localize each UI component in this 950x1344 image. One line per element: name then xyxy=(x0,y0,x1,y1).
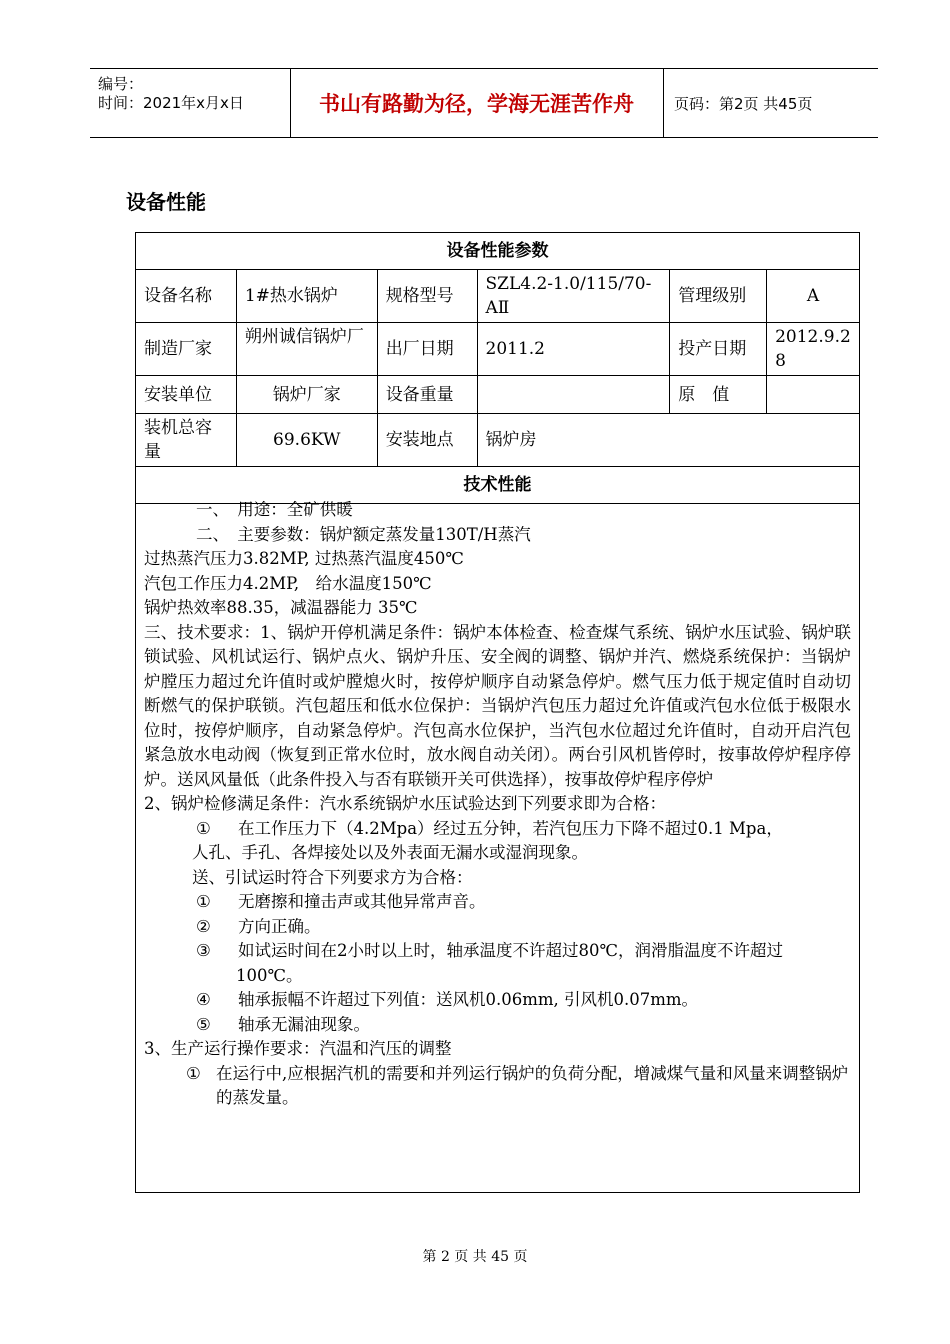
item-text: 无磨擦和撞击声或其他异常声音。 xyxy=(238,892,486,911)
item-number: ⑤ xyxy=(196,1014,211,1034)
section-title: 设备性能 xyxy=(126,190,206,214)
item-text: 轴承振幅不许超过下列值：送风机0.06mm, 引风机0.07mm。 xyxy=(238,990,699,1009)
table-cell: 1#热水锅炉 xyxy=(236,270,377,323)
params-title: 设备性能参数 xyxy=(136,233,860,270)
table-cell: 管理级别 xyxy=(670,270,767,323)
item-number: ③ xyxy=(196,941,211,960)
table-cell: 朔州诚信锅炉厂 xyxy=(236,323,377,376)
table-row xyxy=(136,270,860,323)
item-text: 在工作压力下（4.2Mpa）经过五分钟，若汽包压力下降不超过0.1 Mpa， xyxy=(238,818,783,838)
item-number: ④ xyxy=(196,990,211,1009)
table-cell: 69.6KW xyxy=(236,414,377,467)
list-item xyxy=(144,1062,851,1111)
list-item xyxy=(144,915,851,940)
table-row xyxy=(136,376,860,414)
params-table xyxy=(135,232,860,504)
table-cell: A xyxy=(767,270,860,323)
table-cell: 安装地点 xyxy=(377,414,477,467)
table-cell: 锅炉厂家 xyxy=(236,376,377,414)
page-header xyxy=(90,68,878,138)
header-meta xyxy=(90,69,291,137)
item-number: ① xyxy=(186,1063,201,1083)
item-text: 在运行中,应根据汽机的需要和并列运行锅炉的负荷分配，增减煤气量和风量来调整锅炉的蒸发量。 xyxy=(216,1063,849,1107)
table-cell: 装机总容量 xyxy=(136,414,237,467)
tech-line: 2、锅炉检修满足条件：汽水系统锅炉水压试验达到下列要求即为合格： xyxy=(144,794,666,813)
tech-body xyxy=(135,496,860,1193)
item-number: ① xyxy=(196,818,211,838)
table-cell: 投产日期 xyxy=(670,323,767,376)
table-cell xyxy=(477,376,670,414)
table-row xyxy=(136,414,860,467)
item-text: 如试运时间在2小时以上时，轴承温度不许超过80℃，润滑脂温度不许超过 xyxy=(238,941,783,960)
table-cell: 2012.9.28 xyxy=(767,323,860,376)
list-item xyxy=(144,890,851,915)
tech-title: 技术性能 xyxy=(136,467,860,504)
item-number: ① xyxy=(196,892,211,911)
table-cell xyxy=(767,376,860,414)
number-label: 编号： xyxy=(98,75,144,93)
table-cell: 2011.2 xyxy=(477,323,670,376)
tech-line: 一、 用途：全矿供暖 xyxy=(196,500,353,519)
item-number: ② xyxy=(196,916,211,936)
list-item xyxy=(144,817,851,842)
tech-line: 3、生产运行操作要求：汽温和汽压的调整 xyxy=(144,1039,452,1058)
table-cell: 出厂日期 xyxy=(377,323,477,376)
tech-line: 过热蒸汽压力3.82MP, 过热蒸汽温度450℃ xyxy=(144,549,464,568)
tech-line: 二、 主要参数：锅炉额定蒸发量130T/H蒸汽 xyxy=(196,524,531,544)
tech-line: 100℃。 xyxy=(236,965,303,985)
tech-paragraph: 三、技术要求：1、锅炉开停机满足条件：锅炉本体检查、检查煤气系统、锅炉水压试验、锅炉联锁试验、风机试运行、锅炉点火、锅炉升压、安全阀的调整、锅炉并汽、燃烧系统保护：当锅炉炉膛压力超过允许值时或炉膛熄火时，按停炉顺序自动紧急停炉。燃气压力低于规定值时自动切断燃气的保护联锁。汽包超压和低水位保护：当锅炉汽包压力超过允许值或汽包水位低于极限水位时，按停炉顺序，自动紧急停炉。汽包高水位保护，当汽包水位超过允许值时，自动开启汽包紧急放水电动阀（恢复到正常水位时，放水阀自动关闭）。两台引风机皆停时，按事故停炉程序停炉。送风风量低（此条件投入与否有联锁开关可供选择），按事故停炉程序停炉 xyxy=(144,622,851,789)
header-motto: 书山有路勤为径，学海无涯苦作舟 xyxy=(290,69,664,137)
table-row xyxy=(136,323,860,376)
list-item xyxy=(144,1013,851,1038)
table-cell: 设备名称 xyxy=(136,270,237,323)
item-text: 轴承无漏油现象。 xyxy=(238,1014,370,1034)
page-footer: 第 2 页 共 45 页 xyxy=(422,1249,528,1265)
item-text: 方向正确。 xyxy=(238,916,321,936)
table-cell: SZL4.2-1.0/115/70-AⅡ xyxy=(477,270,670,323)
tech-line: 人孔、手孔、各焊接处以及外表面无漏水或湿润现象。 xyxy=(192,843,588,862)
list-item xyxy=(144,939,851,964)
table-cell: 设备重量 xyxy=(377,376,477,414)
table-cell: 安装单位 xyxy=(136,376,237,414)
header-page-info: 页码：第2页 共45页 xyxy=(674,94,813,113)
tech-line: 锅炉热效率88.35，减温器能力 35℃ xyxy=(144,598,418,617)
time-label: 时间：2021年x月x日 xyxy=(98,94,244,112)
table-cell: 制造厂家 xyxy=(136,323,237,376)
table-cell: 原 值 xyxy=(670,376,767,414)
tech-line: 送、引试运时符合下列要求方为合格： xyxy=(192,867,473,887)
tech-line: 汽包工作压力4.2MP, 给水温度150℃ xyxy=(144,573,432,593)
table-cell: 规格型号 xyxy=(377,270,477,323)
list-item xyxy=(144,988,851,1013)
table-cell: 锅炉房 xyxy=(477,414,859,467)
